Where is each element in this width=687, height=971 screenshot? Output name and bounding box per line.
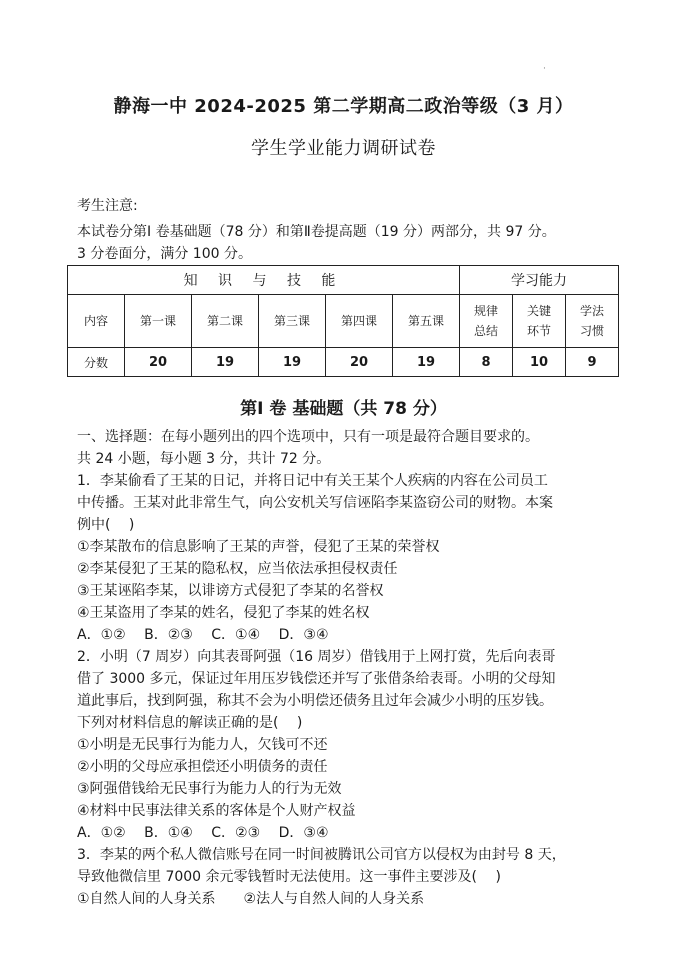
text-line: ①自然人间的人身关系 ②法人与自然人间的人身关系 [77, 891, 425, 907]
knowledge-skills-header: 知 识 与 技 能 [68, 266, 460, 295]
section-title: 第Ⅰ 卷 基础题（共 78 分） [240, 399, 447, 419]
content-label-cell: 内容 [68, 295, 125, 348]
score-label-cell: 分数 [68, 348, 125, 377]
score-row [68, 348, 619, 377]
score-cell: 19 [259, 348, 326, 377]
score-cell: 9 [566, 348, 619, 377]
text-line: 1．李某偷看了王某的日记，并将日记中有关王某个人疾病的内容在公司员工 [77, 473, 548, 489]
score-cell: 10 [513, 348, 566, 377]
notice-line: 本试卷分第Ⅰ 卷基础题（78 分）和第Ⅱ卷提高题（19 分）两部分，共 97 分。 [77, 224, 556, 240]
score-table [67, 265, 619, 377]
text-line: A．①② B．①④ C．②③ D．③④ [77, 825, 329, 841]
text-line: ③阿强借钱给无民事行为能力人的行为无效 [77, 781, 342, 797]
exam-title: 静海一中 2024-2025 第二学期高二政治等级（3 月） [113, 96, 574, 117]
text-line: 一、选择题：在每小题列出的四个选项中，只有一项是最符合题目要求的。 [77, 429, 539, 445]
question-body [77, 426, 622, 910]
text-line: ②李某侵犯了王某的隐私权，应当依法承担侵权责任 [77, 561, 398, 577]
text-line: ①小明是无民事行为能力人，欠钱可不还 [77, 737, 328, 753]
text-line: 下列对材料信息的解读正确的是( ) [77, 715, 303, 731]
column-header: 第二课 [192, 295, 259, 348]
text-line: 借了 3000 多元，保证过年用压岁钱偿还并写了张借条给表哥。小明的父母知 [77, 671, 556, 687]
notice-label: 考生注意: [77, 198, 138, 214]
score-cell: 20 [125, 348, 192, 377]
learning-ability-header: 学习能力 [460, 266, 619, 295]
text-line: 共 24 小题，每小题 3 分，共计 72 分。 [77, 451, 331, 467]
notice-line: 3 分卷面分，满分 100 分。 [77, 246, 252, 262]
ability-column-header: 规律 总结 [460, 295, 513, 348]
column-header: 第五课 [393, 295, 460, 348]
table-header-row [68, 266, 619, 295]
column-header: 第三课 [259, 295, 326, 348]
corner-mark: · [543, 64, 546, 74]
exam-subtitle: 学生学业能力调研试卷 [251, 138, 436, 159]
text-line: ④材料中民事法律关系的客体是个人财产权益 [77, 803, 356, 819]
text-line: ②小明的父母应承担偿还小明债务的责任 [77, 759, 328, 775]
text-line: 中传播。王某对此非常生气，向公安机关写信诬陷李某盗窃公司的财物。本案 [77, 495, 553, 511]
score-cell: 19 [393, 348, 460, 377]
text-line: 例中( ) [77, 517, 135, 533]
text-line: 导致他微信里 7000 余元零钱暂时无法使用。这一事件主要涉及( ) [77, 869, 501, 885]
text-line: ①李某散布的信息影响了王某的声誉，侵犯了王某的荣誉权 [77, 539, 440, 555]
text-line: ③王某诬陷李某，以诽谤方式侵犯了李某的名誉权 [77, 583, 384, 599]
score-cell: 20 [326, 348, 393, 377]
text-line: 3．李某的两个私人微信账号在同一时间被腾讯公司官方以侵权为由封号 8 天， [77, 847, 566, 863]
ability-column-header: 学法 习惯 [566, 295, 619, 348]
text-line: ④王某盗用了李某的姓名，侵犯了李某的姓名权 [77, 605, 370, 621]
table-columns-row [68, 295, 619, 348]
text-line: A．①② B．②③ C．①④ D．③④ [77, 627, 329, 643]
column-header: 第一课 [125, 295, 192, 348]
score-cell: 8 [460, 348, 513, 377]
ability-column-header: 关键 环节 [513, 295, 566, 348]
text-line: 道此事后，找到阿强，称其不会为小明偿还债务且过年会减少小明的压岁钱。 [77, 693, 553, 709]
notice-text [77, 221, 617, 265]
score-cell: 19 [192, 348, 259, 377]
column-header: 第四课 [326, 295, 393, 348]
text-line: 2．小明（7 周岁）向其表哥阿强（16 周岁）借钱用于上网打赏，先后向表哥 [77, 649, 556, 665]
